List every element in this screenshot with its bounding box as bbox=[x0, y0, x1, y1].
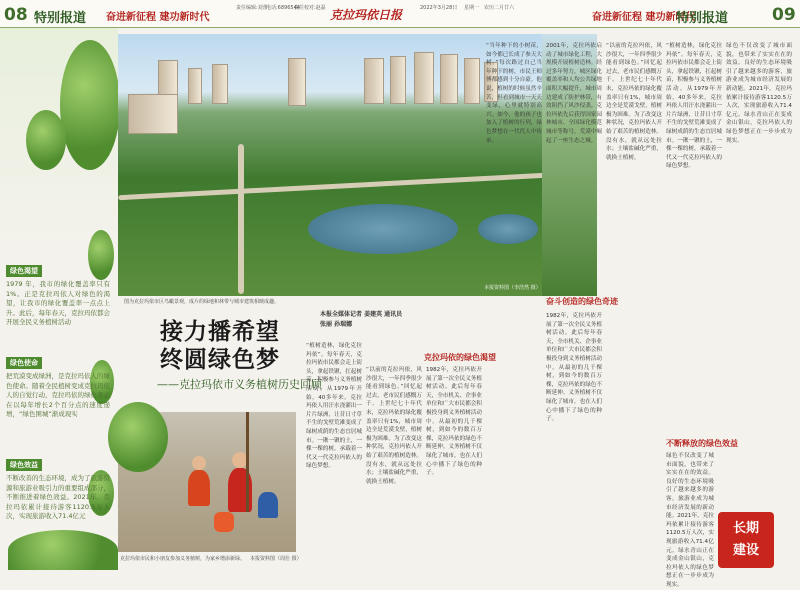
sidebar-text: 1979 年，我市的绿化覆盖率只有1%。正是克拉玛依人对绿色的渴望，让我市的绿化覆盖率一点点上升。此后，每年春天，克拉玛依都会开展全民义务植树活动 bbox=[6, 280, 110, 326]
issue-lunar-date: 农历二月廿六 bbox=[484, 5, 515, 11]
photo-credit: 本报资料图（周仕 摄） bbox=[250, 556, 302, 562]
sidebar-block bbox=[6, 452, 110, 522]
photo-caption: 克拉玛依市民和小朋友参加义务植树，为家乡增添新绿。 bbox=[120, 556, 246, 562]
photo-credit: 本报资料图（李浩然 摄） bbox=[484, 285, 541, 291]
tree-planting-photo bbox=[118, 412, 296, 552]
subheading-3: 不断释放的绿色效益 bbox=[666, 439, 738, 448]
series-stamp bbox=[718, 512, 774, 568]
subheadline: ——克拉玛依市义务植树历史回顾 bbox=[157, 378, 322, 391]
headline bbox=[160, 318, 280, 374]
building bbox=[464, 58, 480, 104]
article-column-2: “以前的克拉玛依，风沙很大，一年四季很少能看到绿色。”回忆起过去，老市民们感慨万千。上世纪七十年代末，克拉玛依的绿化覆盖率只有1%，城市周边全是荒漠戈壁，植树极为困难。为了改变这种状况，克拉玛依人开始了艰苦的植树造林。没有水，就从远处拉水；土壤盐碱化严重，就换土植树。 bbox=[366, 367, 422, 485]
headline-line-1: 接力播希望 bbox=[160, 318, 280, 345]
byline: 本报全媒体记者 姜建英 通讯员 张丽 孙瑞娜 bbox=[320, 311, 403, 328]
building bbox=[440, 54, 458, 104]
building bbox=[288, 58, 306, 106]
section-title-right: 特别报道 bbox=[676, 11, 729, 26]
sidebar-text: 把荒漠变成绿洲，是克拉玛依人的绿色使命。随着全民植树变成克拉玛依人的自觉行动，克拉玛依的绿化率正在以每年增长2个百分点的速度递增，“绿色围城”渐成现实 bbox=[6, 372, 110, 418]
stamp-line-2: 建设 bbox=[732, 543, 759, 558]
sidebar-block bbox=[6, 258, 110, 328]
article-column-5b: 1982年，克拉玛依开展了第一次全民义务植树活动。此后每年春天，全市机关、企事业单位和广大市民都会积极投身到义务植树活动中。从最初的几千棵树，到如今的数百万棵，克拉玛依的绿色不断延伸。义务植树不仅绿化了城市，也在人们心中播下了绿色的种子。 bbox=[546, 313, 602, 423]
child-head bbox=[192, 456, 206, 470]
editor-credit: 责任编辑:刘蕾 bbox=[236, 5, 268, 11]
tree-illustration bbox=[26, 110, 66, 170]
article-column-4: “当年种下的小树苗，如今都已长成了参天大树。”每次路过自己当年种下的树，市民王师傅都感到十分自豪。他说，植树的时候虽然辛苦，但看到城市一天天变绿，心里就特别高兴。如今，他的孩子也加入了植树的行列，绿色梦想在一代代人中传承。 bbox=[486, 43, 542, 144]
sidebar-text: 不断改善的生态环境，成为了旅游资源和旅游业吸引力的重要组成部分，不断推进着绿色效益。2021年，克拉玛依累计接待游客1120.5万人次，实现旅游收入71.4亿元 bbox=[6, 474, 110, 520]
sapling bbox=[246, 412, 249, 512]
sidebar-heading: 绿色效益 bbox=[6, 459, 42, 471]
building bbox=[128, 94, 178, 134]
article-column-8: 绿色不仅改变了城市面貌，也带来了实实在在的效益。良好的生态环境吸引了越来越多的游客，旅游业成为城市经济发展的新动能。2021年，克拉玛依累计接待游客1120.5万人次，实现旅游收入71.4亿元。绿水青山正在变成金山银山，克拉玛依人的绿色梦想正在一步步成为现实。 bbox=[726, 43, 792, 144]
designer-credit: 责任校对:赵磊 bbox=[294, 5, 326, 11]
sidebar-block bbox=[6, 350, 110, 420]
aerial-city-photo bbox=[118, 34, 546, 296]
photo-caption: 图为克拉玛依市区鸟瞰景观，成片的绿地和林带与城市建筑相映成趣。 bbox=[124, 299, 280, 305]
road bbox=[118, 173, 546, 200]
issue-weekday: 星期一 bbox=[464, 5, 480, 11]
masthead: 克拉玛依日报 bbox=[330, 8, 403, 22]
tree bbox=[108, 402, 168, 472]
grass-illustration bbox=[8, 530, 118, 570]
child-figure bbox=[188, 470, 210, 506]
section-title-left: 特别报道 bbox=[34, 11, 87, 26]
building bbox=[212, 64, 228, 104]
stamp-line-1: 长期 bbox=[732, 521, 759, 536]
headline-line-2: 终圆绿色梦 bbox=[160, 346, 280, 373]
tree-illustration bbox=[60, 40, 120, 170]
article-column-6: “以前的克拉玛依，风沙很大，一年四季很少能看到绿色。”回忆起过去，老市民们感慨万千。上世纪七十年代末，克拉玛依的绿化覆盖率只有1%，城市周边全是荒漠戈壁，植树极为困难。为了改变这种状况，克拉玛依人开始了艰苦的植树造林。没有水，就从远处拉水；土壤盐碱化严重，就换土植树。 bbox=[606, 43, 662, 161]
lake bbox=[308, 204, 458, 254]
slogan-right: 奋进新征程 建功新时代 bbox=[592, 12, 696, 23]
building bbox=[390, 56, 406, 104]
road bbox=[238, 144, 244, 294]
page-header bbox=[0, 0, 800, 28]
page-number-right: 09 bbox=[772, 5, 796, 25]
building bbox=[188, 68, 202, 104]
article-column-1: “植树造林，绿化克拉玛依”。每年春天，克拉玛依市民都会走上街头，拿起铁锹，扛起树苗，积极参与义务植树活动。从1979年开始，40多年来，克拉玛依人用汗水浇灌出一片片绿洲，让昔日寸草不生的戈壁荒滩变成了绿树成荫的生态宜居城市。一锹一锹的土，一棵一棵的树，承载着一代又一代克拉玛依人的绿色梦想。 bbox=[306, 343, 362, 470]
building bbox=[364, 58, 384, 104]
article-column-5a: 2001年，克拉玛依启动了城市绿化工程，大规模开展植树造林。经过多年努力，城区绿化覆盖率和人均公共绿地面积大幅提升，城市周边建成了防护林带，有效阻挡了风沙侵袭。克拉玛依先后获得国家园林城市、全国绿化模范城市等称号，荒漠中崛起了一座生态之城。 bbox=[546, 43, 602, 144]
subheading-2: 奋斗创造的绿色奇迹 bbox=[546, 297, 618, 306]
slogan-left: 奋进新征程 建功新时代 bbox=[106, 12, 210, 23]
article-column-7b: 绿色不仅改变了城市面貌，也带来了实实在在的效益。良好的生态环境吸引了越来越多的游客，旅游业成为城市经济发展的新动能。2021年，克拉玛依累计接待游客1120.5万人次，实现旅游收入71.4亿元。绿水青山正在变成金山银山，克拉玛依人的绿色梦想正在一步步成为现实。 bbox=[666, 453, 714, 588]
building bbox=[414, 52, 434, 104]
page-number-left: 08 bbox=[4, 5, 28, 25]
sidebar-heading: 绿色渴望 bbox=[6, 265, 42, 277]
bucket bbox=[214, 512, 234, 532]
issue-date: 2022年3月28日 bbox=[420, 5, 458, 11]
article-column-3: 1982年，克拉玛依开展了第一次全民义务植树活动。此后每年春天，全市机关、企事业单位和广大市民都会积极投身到义务植树活动中。从最初的几千棵树，到如今的数百万棵，克拉玛依的绿色不断延伸。义务植树不仅绿化了城市，也在人们心中播下了绿色的种子。 bbox=[426, 367, 482, 477]
article-column-7: “植树造林，绿化克拉玛依”。每年春天，克拉玛依市民都会走上街头，拿起铁锹，扛起树苗，积极参与义务植树活动。从1979年开始，40多年来，克拉玛依人用汗水浇灌出一片片绿洲，让昔日寸草不生的戈壁荒滩变成了绿树成荫的生态宜居城市。一锹一锹的土，一棵一棵的树，承载着一代又一代克拉玛依人的绿色梦想。 bbox=[666, 43, 722, 170]
phone-credit: 电话:6896544 bbox=[266, 5, 300, 11]
subheading-1: 克拉玛依的绿色渴望 bbox=[424, 353, 496, 362]
sidebar-heading: 绿色使命 bbox=[6, 357, 42, 369]
child-figure bbox=[258, 492, 278, 518]
